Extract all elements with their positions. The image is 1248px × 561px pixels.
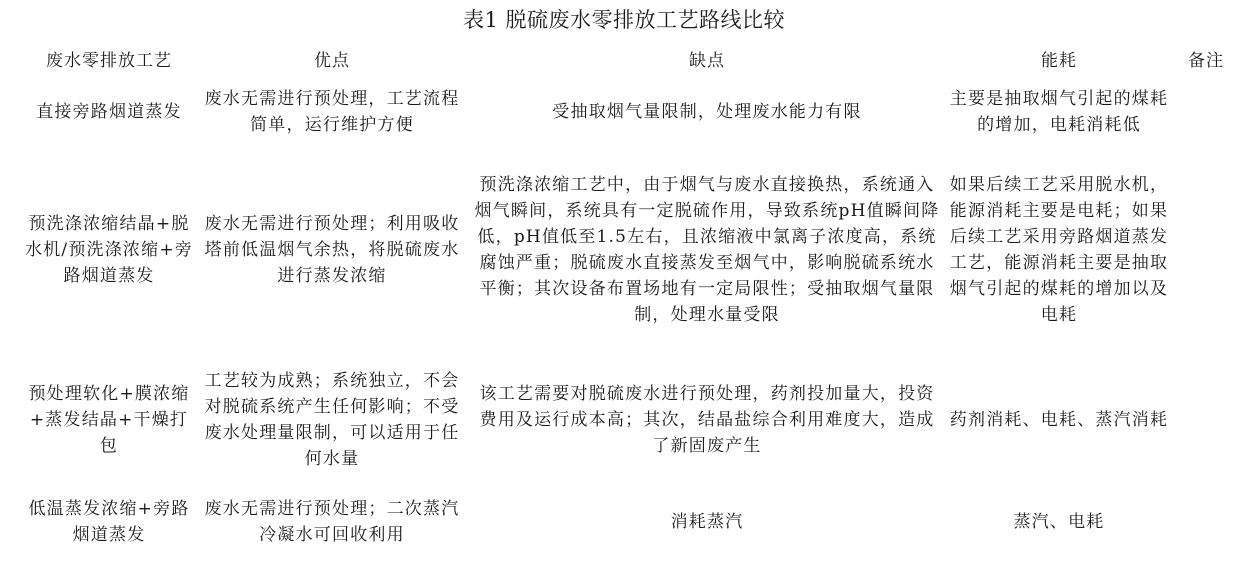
cell-energy: 药剂消耗、电耗、蒸汽消耗	[949, 410, 1169, 430]
cell-pros: 废水无需进行预处理，工艺流程简单，运行维护方便	[204, 89, 460, 135]
cell-cons: 受抽取烟气量限制，处理废水能力有限	[552, 102, 862, 122]
cell-energy: 蒸汽、电耗	[1013, 512, 1105, 532]
cell-cons: 该工艺需要对脱硫废水进行预处理，药剂投加量大，投资费用及运行成本高；其次，结晶盐综合利用难度大，造成了新固废产生	[479, 384, 935, 456]
header-pros: 优点	[314, 51, 350, 71]
table-row	[0, 494, 1248, 550]
header-energy: 能耗	[1041, 51, 1077, 71]
header-notes: 备注	[1188, 51, 1224, 71]
table-header	[0, 48, 1248, 74]
cell-notes	[1176, 84, 1236, 140]
cell-energy: 主要是抽取烟气引起的煤耗的增加，电耗消耗低	[949, 89, 1169, 135]
header-route: 废水零排放工艺	[46, 51, 172, 71]
cell-route: 直接旁路烟道蒸发	[36, 102, 182, 122]
cell-energy: 如果后续工艺采用脱水机，能源消耗主要是电耗；如果后续工艺采用旁路烟道蒸发工艺，能源消耗主要是抽取烟气引起的煤耗的增加以及电耗	[949, 175, 1169, 325]
cell-cons: 预洗涤浓缩工艺中，由于烟气与废水直接换热，系统通入烟气瞬间，系统具有一定脱硫作用，导致系统pH值瞬间降低，pH值低至1.5左右，且浓缩液中氯离子浓度高，系统腐蚀严重；脱硫废水直接蒸发至烟气中，影响脱硫系统水平衡；其次设备布置场地有一定局限性；受抽取烟气量限制，处理水量受限	[474, 175, 940, 325]
cell-pros: 废水无需进行预处理；二次蒸汽冷凝水可回收利用	[204, 499, 460, 545]
cell-route: 预洗涤浓缩结晶+脱水机/预洗涤浓缩+旁路烟道蒸发	[25, 214, 193, 286]
table-row	[0, 368, 1248, 472]
header-cons: 缺点	[689, 51, 725, 71]
cell-cons: 消耗蒸汽	[670, 512, 744, 532]
cell-route: 预处理软化+膜浓缩+蒸发结晶+干燥打包	[28, 384, 190, 456]
cell-pros: 废水无需进行预处理；利用吸收塔前低温烟气余热，将脱硫废水进行蒸发浓缩	[204, 214, 460, 286]
cell-pros: 工艺较为成熟；系统独立，不会对脱硫系统产生任何影响；不受废水处理量限制，可以适用于任何水量	[204, 371, 460, 469]
table-row	[0, 84, 1248, 140]
cell-notes	[1176, 494, 1236, 550]
cell-notes	[1176, 172, 1236, 328]
cell-route: 低温蒸发浓缩+旁路烟道蒸发	[28, 499, 190, 545]
table-title: 表1 脱硫废水零排放工艺路线比较	[462, 8, 786, 32]
cell-notes	[1176, 368, 1236, 472]
table-row	[0, 172, 1248, 328]
